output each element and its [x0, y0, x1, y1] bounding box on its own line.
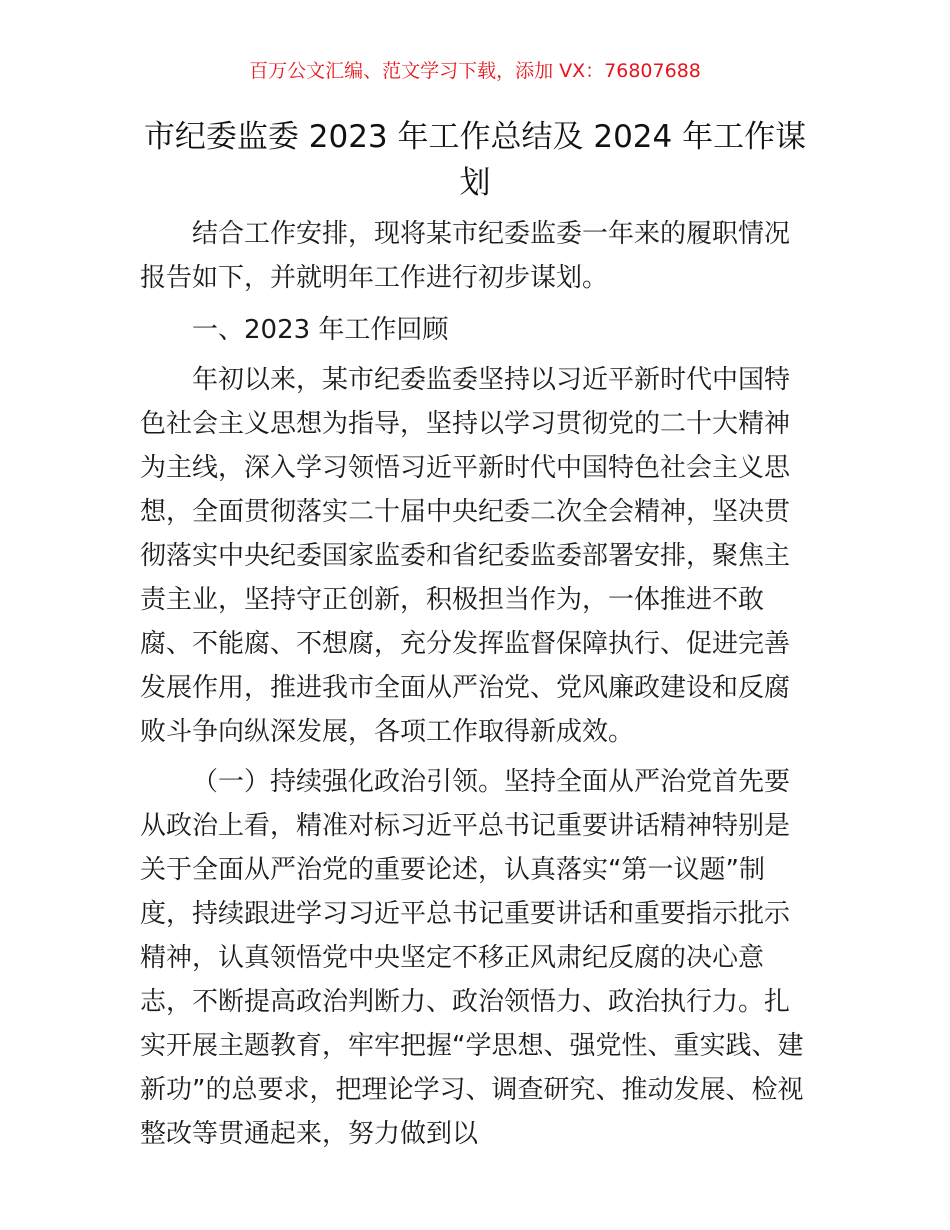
- body-paragraph: （一）持续强化政治引领。坚持全面从严治党首先要从政治上看，精准对标习近平总书记重要讲话精神特别是关于全面从严治党的重要论述，认真落实“第一议题”制度，持续跟进学习习近平总书记重要讲话和重要指示批示精神，认真领悟党中央坚定不移正风肃纪反腐的决心意志，不断提高政治判断力、政治领悟力、政治执行力。扎实开展主题教育，牢牢把握“学思想、强党性、重实践、建新功”的总要求，把理论学习、调查研究、推动发展、检视整改等贯通起来，努力做到以: [140, 767, 804, 1149]
- document-body: [140, 212, 812, 1156]
- body-paragraph: 年初以来，某市纪委监委坚持以习近平新时代中国特色社会主义思想为指导，坚持以学习贯彻党的二十大精神为主线，深入学习领悟习近平新时代中国特色社会主义思想，全面贯彻落实二十届中央纪委二次全会精神，坚决贯彻落实中央纪委国家监委和省纪委监委部署安排，聚焦主责主业，坚持守正创新，积极担当作为，一体推进不敢腐、不能腐、不想腐，充分发挥监督保障执行、促进完善发展作用，推进我市全面从严治党、党风廉政建设和反腐败斗争向纵深发展，各项工作取得新成效。: [140, 365, 791, 747]
- intro-paragraph: 结合工作安排，现将某市纪委监委一年来的履职情况报告如下，并就明年工作进行初步谋划。: [140, 219, 791, 293]
- section-heading: 一、2023 年工作回顾: [192, 315, 449, 345]
- document-title: 市纪委监委 2023 年工作总结及 2024 年工作谋划: [143, 119, 807, 201]
- header-watermark-note: 百万公文汇编、范文学习下载，添加 VX：76807688: [249, 60, 701, 82]
